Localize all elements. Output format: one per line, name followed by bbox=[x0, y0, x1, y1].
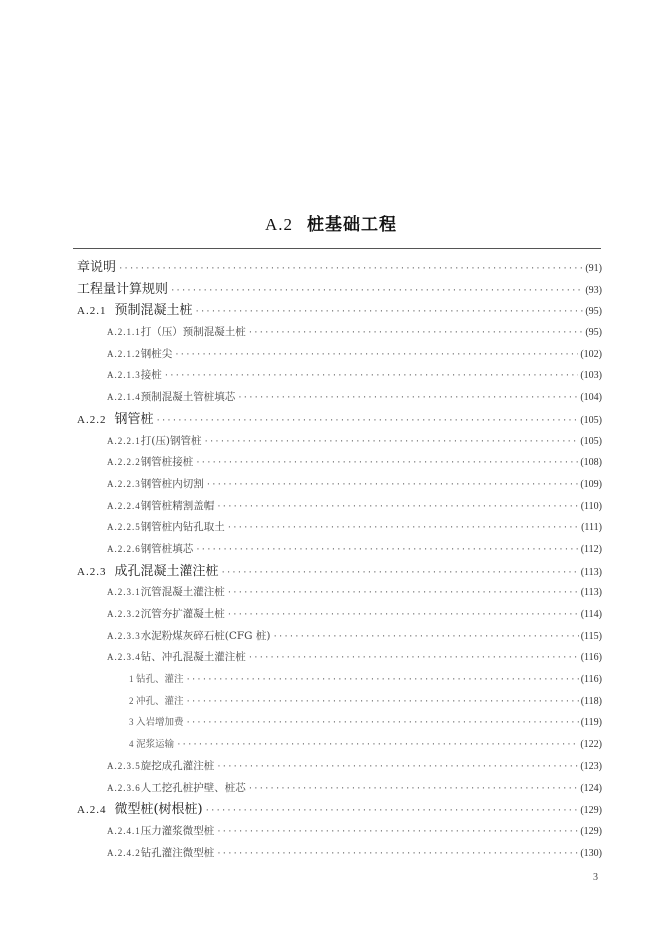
heading-rule bbox=[73, 248, 601, 249]
toc-entry-page: (95) bbox=[585, 327, 602, 339]
toc-leader-dots bbox=[227, 583, 579, 604]
toc-entry[interactable] bbox=[77, 756, 602, 778]
toc-entry-page: (103) bbox=[580, 370, 602, 382]
toc-entry[interactable] bbox=[77, 669, 602, 691]
toc-entry-label: 入岩增加费 bbox=[135, 717, 184, 729]
toc-entry-page: (105) bbox=[580, 414, 602, 426]
toc-entry[interactable] bbox=[77, 300, 602, 322]
toc-entry[interactable] bbox=[77, 431, 602, 453]
section-heading-number: A.2 bbox=[264, 215, 294, 234]
toc-entry-page: (95) bbox=[585, 306, 602, 318]
toc-entry[interactable] bbox=[77, 647, 602, 669]
toc-entry[interactable] bbox=[77, 539, 602, 561]
toc-entry-number: A.2.1.3 bbox=[107, 370, 141, 381]
toc-leader-dots bbox=[185, 713, 578, 734]
toc-entry-label: 沉管混凝土灌注桩 bbox=[140, 586, 225, 599]
toc-entry-label: 钢管桩 bbox=[114, 411, 154, 427]
toc-leader-dots bbox=[185, 692, 578, 713]
toc-entry-label: 旋挖成孔灌注桩 bbox=[140, 759, 215, 772]
toc-entry-number: A.2.2.1 bbox=[107, 435, 141, 446]
toc-entry-number: A.2.4 bbox=[77, 804, 107, 817]
toc-entry-page: (112) bbox=[580, 543, 602, 555]
toc-entry-number: A.2.2.3 bbox=[107, 478, 141, 489]
toc-entry-number: A.2.3.5 bbox=[107, 760, 141, 771]
toc-entry[interactable] bbox=[77, 843, 602, 865]
table-of-contents bbox=[77, 257, 602, 864]
toc-entry-page: (111) bbox=[581, 522, 602, 534]
toc-entry-page: (129) bbox=[580, 805, 602, 817]
toc-entry-page: (113) bbox=[580, 587, 602, 599]
toc-entry[interactable] bbox=[77, 561, 602, 583]
toc-leader-dots bbox=[216, 822, 578, 843]
toc-entry-number: A.2.2.4 bbox=[107, 500, 141, 511]
toc-entry-number: A.2.2.5 bbox=[107, 522, 141, 533]
toc-entry[interactable] bbox=[77, 365, 602, 387]
toc-entry-page: (105) bbox=[580, 435, 602, 447]
toc-leader-dots bbox=[216, 497, 578, 518]
toc-entry-label: 预制混凝土桩 bbox=[114, 303, 193, 319]
toc-entry-number: A.2.3.2 bbox=[107, 609, 141, 619]
toc-leader-dots bbox=[118, 259, 583, 279]
toc-leader-dots bbox=[216, 844, 578, 865]
toc-entry[interactable] bbox=[77, 344, 602, 366]
toc-entry-label: 沉管夯扩灌凝土桩 bbox=[140, 608, 225, 620]
toc-leader-dots bbox=[205, 801, 579, 821]
toc-entry[interactable] bbox=[77, 279, 602, 301]
toc-entry-label: 压力灌浆微型桩 bbox=[140, 824, 215, 837]
toc-entry-page: (110) bbox=[580, 500, 602, 512]
toc-entry-page: (119) bbox=[580, 717, 602, 729]
toc-entry-number: A.2.1 bbox=[77, 305, 107, 318]
toc-entry[interactable] bbox=[77, 712, 602, 734]
toc-entry[interactable] bbox=[77, 582, 602, 604]
toc-entry-number: A.2.4.2 bbox=[107, 847, 141, 858]
toc-entry-page: (115) bbox=[580, 630, 602, 642]
toc-entry-page: (118) bbox=[580, 695, 602, 707]
toc-entry[interactable] bbox=[77, 626, 602, 648]
section-heading bbox=[0, 210, 662, 235]
toc-entry-page: (130) bbox=[580, 847, 602, 859]
toc-leader-dots bbox=[176, 735, 578, 756]
toc-entry[interactable] bbox=[77, 734, 602, 756]
toc-entry[interactable] bbox=[77, 604, 602, 626]
toc-leader-dots bbox=[248, 779, 579, 800]
toc-leader-dots bbox=[203, 432, 578, 453]
toc-entry[interactable] bbox=[77, 778, 602, 800]
toc-entry[interactable] bbox=[77, 821, 602, 843]
toc-entry-label: 人工挖孔桩护壁、桩芯 bbox=[140, 781, 246, 794]
toc-entry[interactable] bbox=[77, 322, 602, 344]
toc-leader-dots bbox=[237, 388, 578, 409]
section-heading-title: 桩基础工程 bbox=[307, 215, 398, 235]
toc-entry[interactable] bbox=[77, 257, 602, 279]
toc-entry-label: 接桩 bbox=[140, 369, 162, 382]
toc-entry-page: (104) bbox=[580, 392, 602, 404]
toc-entry[interactable] bbox=[77, 409, 602, 431]
toc-entry-number: 2 bbox=[129, 695, 134, 706]
toc-entry-page: (109) bbox=[580, 478, 602, 490]
toc-entry-label: 钢桩尖 bbox=[140, 347, 173, 360]
page-number: 3 bbox=[593, 872, 598, 883]
toc-entry-page: (122) bbox=[580, 739, 602, 751]
toc-leader-dots bbox=[195, 540, 578, 561]
toc-entry[interactable] bbox=[77, 387, 602, 409]
toc-entry-page: (93) bbox=[585, 284, 602, 296]
toc-entry-number: 1 bbox=[129, 674, 134, 685]
toc-entry-label: 钢管桩内钻孔取土 bbox=[140, 521, 225, 534]
toc-entry-page: (123) bbox=[580, 760, 602, 772]
toc-leader-dots bbox=[227, 518, 579, 539]
toc-entry-page: (113) bbox=[580, 566, 602, 578]
toc-entry-number: A.2.3.4 bbox=[107, 652, 141, 663]
toc-entry-label: 钻、冲孔混凝土灌注桩 bbox=[140, 651, 246, 664]
toc-entry-page: (102) bbox=[580, 348, 602, 360]
toc-leader-dots bbox=[195, 453, 578, 474]
toc-entry-number: 3 bbox=[129, 717, 134, 728]
toc-entry-page: (116) bbox=[580, 674, 602, 686]
toc-entry-label: 章说明 bbox=[77, 260, 117, 275]
toc-leader-dots bbox=[194, 302, 583, 322]
toc-leader-dots bbox=[185, 670, 578, 691]
toc-leader-dots bbox=[170, 281, 583, 301]
toc-entry[interactable] bbox=[77, 517, 602, 539]
toc-entry-label: 泥浆运输 bbox=[136, 739, 175, 751]
toc-entry-page: (124) bbox=[580, 782, 602, 794]
toc-entry-number: 4 bbox=[129, 739, 134, 750]
toc-entry-number: A.2.1.2 bbox=[107, 348, 141, 359]
toc-entry-label: 钢管桩接桩 bbox=[140, 456, 194, 469]
toc-entry-number: A.2.1.4 bbox=[107, 392, 141, 403]
toc-entry-label: 钢管桩精割盖帽 bbox=[140, 499, 215, 512]
toc-leader-dots bbox=[206, 475, 579, 496]
toc-leader-dots bbox=[248, 648, 579, 669]
toc-entry-number: A.2.2 bbox=[77, 413, 107, 426]
toc-entry-label: 成孔混凝土灌注桩 bbox=[114, 563, 219, 579]
toc-entry-number: A.2.3 bbox=[77, 565, 107, 578]
toc-entry-page: (108) bbox=[580, 457, 602, 469]
toc-entry-label: 钻孔、灌注 bbox=[135, 674, 184, 686]
toc-entry-number: A.2.1.1 bbox=[107, 327, 141, 338]
toc-leader-dots bbox=[174, 345, 578, 366]
toc-entry-label: 打(压)钢管桩 bbox=[140, 434, 202, 447]
toc-leader-dots bbox=[227, 605, 579, 626]
toc-leader-dots bbox=[155, 411, 578, 431]
toc-leader-dots bbox=[220, 563, 578, 583]
toc-entry-page: (116) bbox=[580, 652, 602, 664]
toc-entry-label: 钻孔灌注微型桩 bbox=[140, 846, 215, 859]
toc-entry-page: (91) bbox=[585, 263, 602, 274]
toc-entry[interactable] bbox=[77, 452, 602, 474]
toc-entry-label: 工程量计算规则 bbox=[77, 281, 169, 297]
toc-entry-label: 打（压）预制混凝土桩 bbox=[140, 326, 246, 339]
toc-leader-dots bbox=[164, 366, 579, 387]
toc-entry-label: 微型桩(树根桩) bbox=[114, 802, 203, 818]
toc-entry-number: A.2.3.6 bbox=[107, 782, 141, 793]
toc-entry[interactable] bbox=[77, 474, 602, 496]
toc-entry-number: A.2.4.1 bbox=[107, 825, 141, 836]
toc-entry-number: A.2.3.3 bbox=[107, 630, 141, 641]
toc-entry-number: A.2.2.6 bbox=[107, 543, 141, 554]
toc-leader-dots bbox=[273, 627, 579, 648]
toc-entry-label: 预制混凝土管桩填芯 bbox=[140, 391, 236, 404]
toc-entry-label: 钢管桩内切割 bbox=[140, 477, 204, 490]
toc-entry-number: A.2.3.1 bbox=[107, 587, 141, 598]
toc-entry[interactable] bbox=[77, 691, 602, 713]
toc-entry-label: 钢管桩填芯 bbox=[140, 542, 194, 555]
toc-entry[interactable] bbox=[77, 799, 602, 821]
toc-entry-page: (129) bbox=[580, 825, 602, 837]
toc-leader-dots bbox=[216, 757, 578, 778]
toc-entry[interactable] bbox=[77, 496, 602, 518]
toc-entry-label: 冲孔、灌注 bbox=[135, 695, 184, 707]
toc-entry-page: (114) bbox=[580, 609, 602, 620]
toc-leader-dots bbox=[248, 323, 584, 344]
toc-entry-number: A.2.2.2 bbox=[107, 457, 141, 468]
toc-entry-label: 水泥粉煤灰碎石桩(CFG 桩) bbox=[140, 629, 271, 642]
